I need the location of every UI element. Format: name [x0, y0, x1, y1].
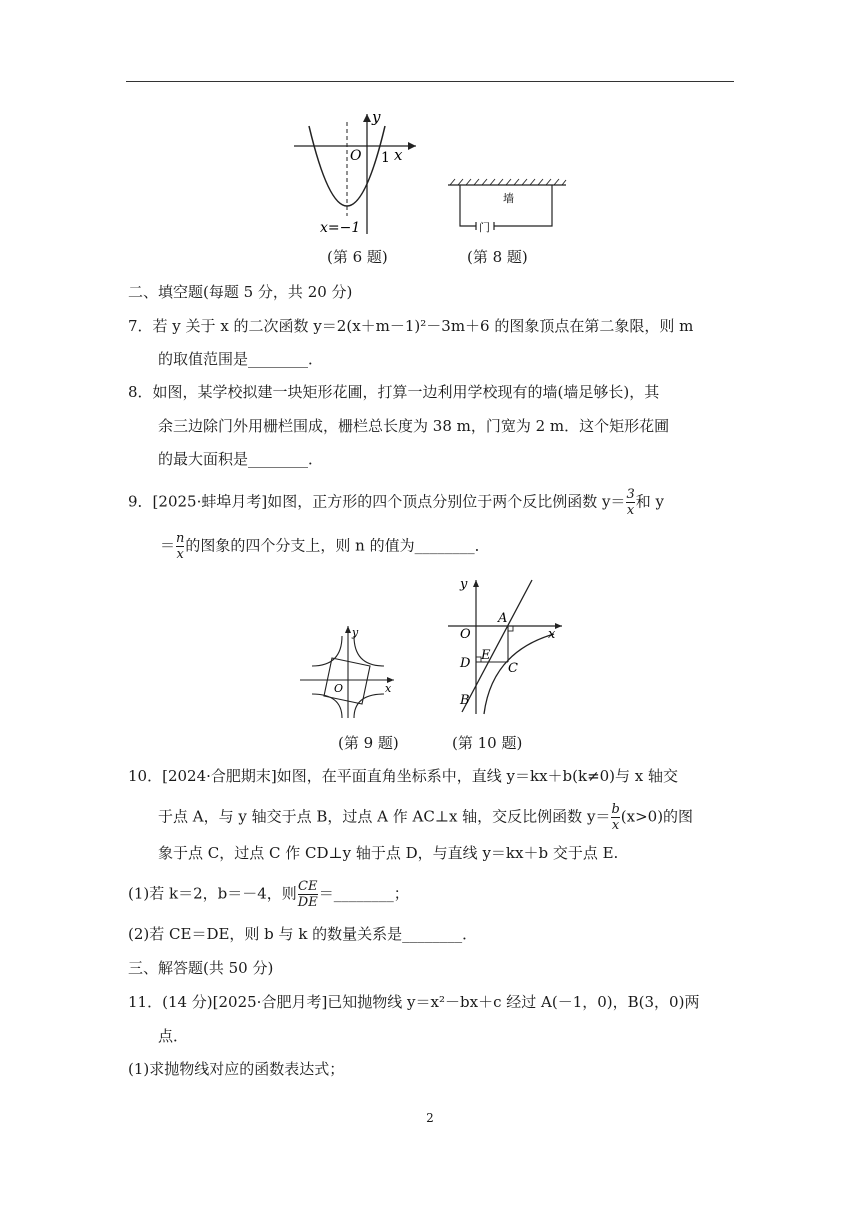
q7-line-1: 7．若 y 关于 x 的二次函数 y＝2(x＋m－1)²－3m＋6 的图象顶点在第二象限，则 m	[128, 317, 694, 335]
caption-fig10: (第 10 题)	[452, 734, 523, 752]
section-3-heading: 三、解答题(共 50 分)	[128, 959, 274, 977]
q10-l2-tail: (x>0)的图	[620, 807, 694, 826]
q9-fraction-3-x	[626, 487, 634, 518]
page-number: 2	[426, 1111, 434, 1125]
fig10-origin: O	[460, 627, 471, 642]
fig6-origin: O	[350, 148, 362, 164]
figure-6-parabola	[290, 108, 420, 238]
fig6-axis-label: x=−1	[320, 220, 361, 236]
fig10-point-d: D	[460, 656, 471, 671]
fig10-x-label: x	[548, 627, 556, 642]
q9-l1-tail: 和 y	[635, 492, 664, 511]
q10-fraction-b-x	[611, 802, 619, 833]
header-rule	[126, 81, 734, 82]
q10-p1-den: DE	[297, 895, 318, 910]
q11-part-1: (1)求抛物线对应的函数表达式；	[128, 1060, 345, 1078]
q9-frac2-num: n	[176, 531, 185, 546]
q9-line-1	[128, 487, 664, 518]
q10-frac-den: x	[611, 818, 620, 833]
fig6-y-label: y	[372, 108, 381, 126]
fig10-y-label: y	[460, 577, 468, 592]
q10-line-1: 10．[2024·合肥期末]如图，在平面直角坐标系中，直线 y＝kx＋b(k≠0)与 x 轴交	[128, 767, 679, 785]
q10-l2-text: 于点 A，与 y 轴交于点 B，过点 A 作 AC⊥x 轴，交反比例函数 y＝	[158, 807, 611, 826]
figure-10-line-hyperbola	[444, 574, 568, 718]
q10-line-2	[158, 802, 693, 833]
q9-frac1-num: 3	[626, 487, 635, 502]
fig9-x-label: x	[385, 682, 392, 695]
q9-line-2	[160, 531, 490, 562]
q9-l1-text: 9．[2025·蚌埠月考]如图，正方形的四个顶点分别位于两个反比例函数 y＝	[128, 492, 626, 511]
q8-line-2: 余三边除门外用栅栏围成，栅栏总长度为 38 m，门宽为 2 m．这个矩形花圃	[158, 417, 670, 435]
q11-line-1: 11．(14 分)[2025·合肥月考]已知抛物线 y＝x²－bx＋c 经过 A(－1，0)，B(3，0)两	[128, 993, 700, 1011]
q8-line-1: 8．如图，某学校拟建一块矩形花圃，打算一边利用学校现有的墙(墙足够长)，其	[128, 383, 660, 401]
fig8-wall-label: 墙	[503, 192, 514, 205]
q10-p1-tail: ＝________；	[318, 884, 409, 903]
q8-line-3: 的最大面积是________．	[158, 450, 324, 468]
fig10-point-a: A	[498, 611, 508, 626]
q10-frac-num: b	[611, 802, 620, 817]
q10-p1-num: CE	[298, 879, 318, 894]
caption-fig8: (第 8 题)	[467, 248, 528, 266]
fig10-point-c: C	[508, 661, 518, 676]
q10-line-3: 象于点 C，过点 C 作 CD⊥y 轴于点 D，与直线 y＝kx＋b 交于点 E.	[158, 844, 619, 862]
q10-part-2: (2)若 CE＝DE，则 b 与 k 的数量关系是________．	[128, 925, 478, 943]
fig10-point-e: E	[481, 648, 491, 663]
figure-9-hyperbola-square	[296, 622, 398, 722]
q9-frac1-den: x	[626, 503, 635, 518]
q9-frac2-den: x	[176, 547, 184, 562]
fig8-door-label: 门	[479, 221, 490, 234]
figure-8-fence	[446, 176, 570, 240]
caption-fig6: (第 6 题)	[327, 248, 388, 266]
caption-fig9: (第 9 题)	[338, 734, 399, 752]
section-2-heading: 二、填空题(每题 5 分，共 20 分)	[128, 283, 353, 301]
q11-line-2: 点．	[158, 1027, 189, 1045]
fig9-origin: O	[334, 682, 344, 695]
fig10-point-b: B	[460, 693, 470, 708]
fig6-x-label: x	[394, 146, 403, 164]
fig6-one: 1	[381, 150, 390, 166]
q9-l2-text: 的图象的四个分支上，则 n 的值为________．	[185, 536, 490, 555]
fig9-y-label: y	[352, 626, 359, 639]
q10-part-1	[128, 879, 409, 910]
q7-line-2: 的取值范围是________．	[158, 350, 324, 368]
q10-fraction-ce-de	[298, 879, 318, 910]
q9-fraction-n-x	[176, 531, 184, 562]
q9-l2-eq: ＝	[160, 536, 176, 555]
q10-p1-text: (1)若 k＝2，b＝－4，则	[128, 884, 297, 903]
